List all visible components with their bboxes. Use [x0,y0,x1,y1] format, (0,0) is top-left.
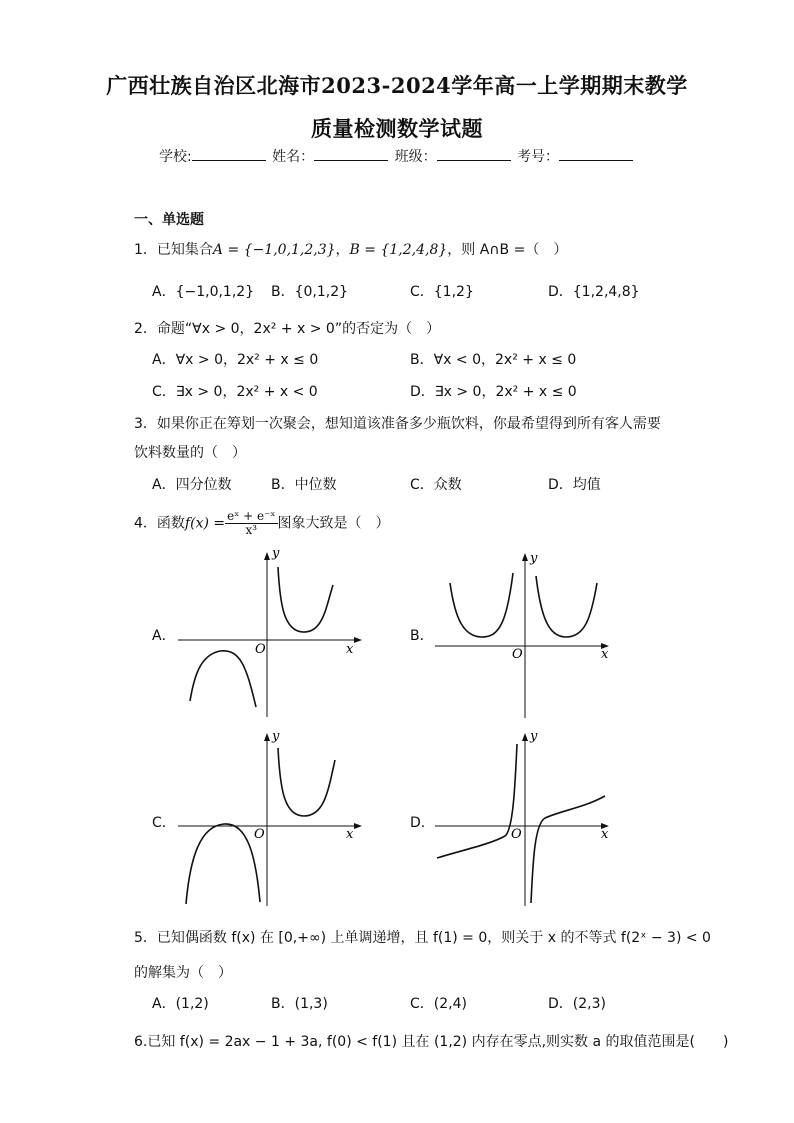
q4-stem-post: 图象大致是（ ） [277,515,390,532]
graph-c-origin: O [254,827,265,842]
graph-d-y-label: y [530,729,538,744]
q5-option-b[interactable]: B．(1,3) [271,996,328,1012]
graph-c-y-label: y [272,729,280,744]
q4-option-a[interactable]: A． [152,628,176,644]
question-3-line1: 3．如果你正在筹划一次聚会，想知道该准备多少瓶饮料，你最希望得到所有客人需要 [134,416,661,432]
section-heading: 一、单选题 [134,212,204,228]
q1-comma: ， [335,242,350,258]
page-title-line1: 广西壮族自治区北海市2023-2024学年高一上学期期末教学 [106,73,688,98]
q4-stem-pre: 4．函数 [134,515,185,532]
question-6: 6.已知 f(x) = 2ax − 1 + 3a, f(0) < f(1) 且在 (1,2) 内存在零点,则实数 a 的取值范围是( ) [134,1034,729,1050]
graph-d-y-arrow [522,733,528,741]
school-label: 学校: [158,149,192,165]
q2-option-d[interactable]: D．∃x > 0，2x² + x ≤ 0 [410,384,577,400]
graph-c-x-label: x [346,827,354,842]
graph-c-curve-right [278,748,335,816]
q1-stem: 1．已知集合 [134,242,213,258]
q3-option-a[interactable]: A．四分位数 [152,477,232,493]
name-label: 姓名： [272,149,315,165]
graph-c-x-arrow [354,823,362,829]
graph-b-y-label: y [530,551,538,566]
graph-a-curve-right [278,567,333,632]
q4-option-b[interactable]: B． [410,628,434,644]
graph-a-curve-left [190,651,256,707]
question-4 [134,510,390,537]
q5-option-d[interactable]: D．(2,3) [548,996,606,1012]
class-label: 班级： [394,149,437,165]
class-blank[interactable] [437,146,511,161]
q2-option-c[interactable]: C．∃x > 0，2x² + x < 0 [152,384,318,400]
graph-a[interactable] [176,545,366,720]
graph-b-x-label: x [601,647,609,662]
question-5-line1: 5．已知偶函数 f(x) 在 [0,+∞) 上单调递增，且 f(1) = 0，则关于 x 的不等式 f(2ˣ − 3) < 0 [134,930,711,946]
question-3-line2: 饮料数量的（ ） [134,445,246,461]
q1-tail: ，则 A∩B =（ ） [447,242,568,258]
q5-option-c[interactable]: C．(2,4) [410,996,467,1012]
q1-option-c[interactable]: C．{1,2} [410,284,474,300]
graph-d-origin: O [511,827,522,842]
q1-option-a[interactable]: A．{−1,0,1,2} [152,284,255,300]
q2-option-b[interactable]: B．∀x < 0，2x² + x ≤ 0 [410,352,577,368]
graph-d[interactable] [433,728,613,908]
student-info-line [0,146,794,166]
graph-b[interactable] [433,548,613,720]
q5-option-a[interactable]: A．(1,2) [152,996,209,1012]
number-blank[interactable] [559,146,633,161]
q4-option-c[interactable]: C． [152,815,176,831]
q4-function: f(x) = [184,515,226,532]
graph-c-y-arrow [264,733,270,741]
graph-a-x-arrow [354,637,362,643]
graph-c[interactable] [176,728,366,908]
q4-option-d[interactable]: D． [410,815,435,831]
q3-option-c[interactable]: C．众数 [410,477,462,493]
graph-d-curve-right [531,796,605,903]
graph-b-y-arrow [522,553,528,561]
graph-d-curve-left [437,744,517,858]
graph-b-curve-left [450,573,513,637]
question-5-line2: 的解集为（ ） [134,965,232,981]
graph-b-origin: O [512,647,523,662]
q1-option-d[interactable]: D．{1,2,4,8} [548,284,640,300]
school-blank[interactable] [192,146,266,161]
q1-option-b[interactable]: B．{0,1,2} [271,284,349,300]
graph-a-y-label: y [272,546,280,561]
graph-a-y-arrow [264,552,270,560]
q4-denominator: x³ [245,523,258,537]
graph-b-curve-right [536,576,597,637]
graph-a-x-label: x [346,642,354,657]
graph-c-curve-left [186,824,260,904]
q3-option-d[interactable]: D．均值 [548,477,601,493]
q2-option-a[interactable]: A．∀x > 0，2x² + x ≤ 0 [152,352,319,368]
name-blank[interactable] [314,146,388,161]
question-2: 2．命题“∀x > 0，2x² + x > 0”的否定为（ ） [134,321,441,337]
page-title-line2: 质量检测数学试题 [311,116,483,141]
number-label: 考号： [517,149,560,165]
q3-option-b[interactable]: B．中位数 [271,477,337,493]
q1-set-a: A = {−1,0,1,2,3} [212,242,336,258]
graph-d-x-label: x [601,827,609,842]
q4-numerator: eˣ + e⁻ˣ [227,509,276,523]
q1-set-b: B = {1,2,4,8} [349,242,448,258]
q4-fraction [225,510,277,537]
question-1 [134,239,567,259]
graph-a-origin: O [255,642,266,657]
